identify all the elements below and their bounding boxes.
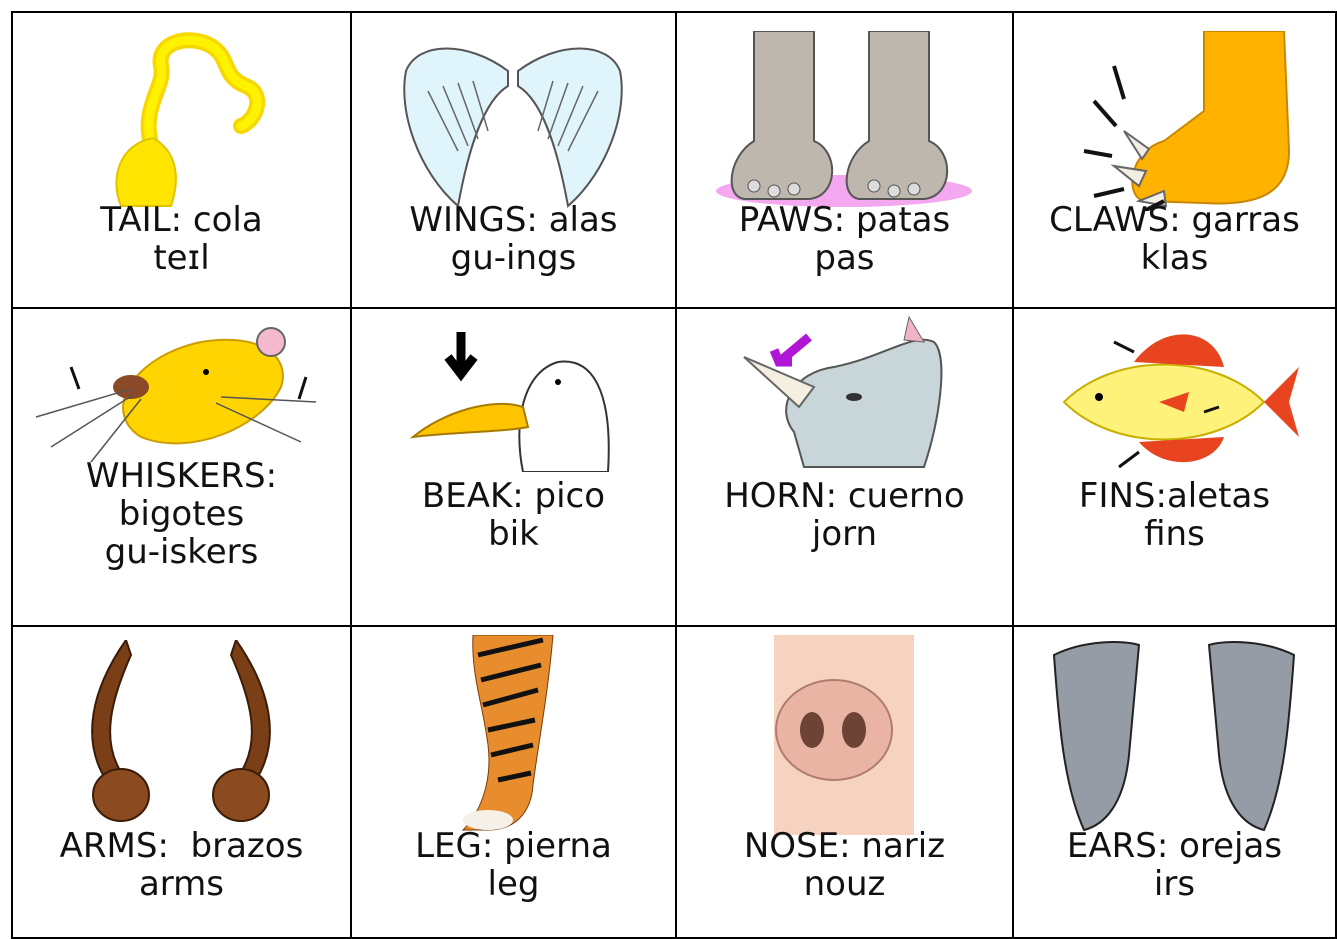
- card-word: HORN: cuerno: [724, 476, 965, 516]
- vocabulary-grid: [11, 11, 1337, 939]
- card-word: LEG: pierna: [415, 826, 612, 866]
- card-pronunciation: gu-iskers: [104, 532, 259, 572]
- claws-icon: [1054, 31, 1294, 211]
- tail-icon: [81, 26, 281, 216]
- card-whiskers: [12, 308, 351, 626]
- card-word: BEAK: pico: [421, 476, 606, 516]
- whiskers-icon: [31, 317, 331, 467]
- card-pronunciation: klas: [1140, 238, 1209, 278]
- wings-icon: [398, 31, 628, 211]
- card-pronunciation: bik: [488, 514, 539, 554]
- nose-icon: [774, 635, 914, 835]
- card-ears: [1013, 626, 1336, 938]
- fins-icon: [1044, 312, 1304, 472]
- paws-icon: [714, 31, 974, 211]
- card-wings: [351, 12, 676, 308]
- card-pronunciation: teɪl: [153, 238, 210, 278]
- card-pronunciation: irs: [1153, 864, 1196, 904]
- card-word: CLAWS: garras: [1049, 200, 1300, 240]
- grid-row: [12, 308, 1336, 626]
- horn-icon: [734, 312, 954, 472]
- card-pronunciation: nouz: [803, 864, 886, 904]
- card-pronunciation: gu-ings: [450, 238, 577, 278]
- card-pronunciation: fins: [1144, 514, 1205, 554]
- card-claws: [1013, 12, 1336, 308]
- card-horn: [676, 308, 1013, 626]
- card-word-spanish: bigotes: [118, 494, 245, 534]
- leg-icon: [443, 635, 583, 835]
- grid-row: [12, 626, 1336, 938]
- card-pronunciation: pas: [814, 238, 875, 278]
- card-paws: [676, 12, 1013, 308]
- beak-icon: [393, 312, 633, 472]
- card-fins: [1013, 308, 1336, 626]
- card-word: EARS: orejas: [1066, 826, 1283, 866]
- card-word: WINGS: alas: [409, 200, 618, 240]
- card-word: PAWS: patas: [738, 200, 951, 240]
- card-word: ARMS: brazos: [59, 826, 304, 866]
- card-pronunciation: jorn: [811, 514, 878, 554]
- ears-icon: [1044, 635, 1304, 835]
- card-word: TAIL: cola: [100, 200, 263, 240]
- card-word: WHISKERS:: [85, 456, 278, 496]
- card-tail: [12, 12, 351, 308]
- card-pronunciation: leg: [487, 864, 540, 904]
- card-word: NOSE: nariz: [743, 826, 946, 866]
- card-word: FINS:aletas: [1078, 476, 1271, 516]
- card-pronunciation: arms: [138, 864, 225, 904]
- grid-row: [12, 12, 1336, 308]
- card-beak: [351, 308, 676, 626]
- card-nose: [676, 626, 1013, 938]
- card-arms: [12, 626, 351, 938]
- card-leg: [351, 626, 676, 938]
- arms-icon: [51, 640, 311, 830]
